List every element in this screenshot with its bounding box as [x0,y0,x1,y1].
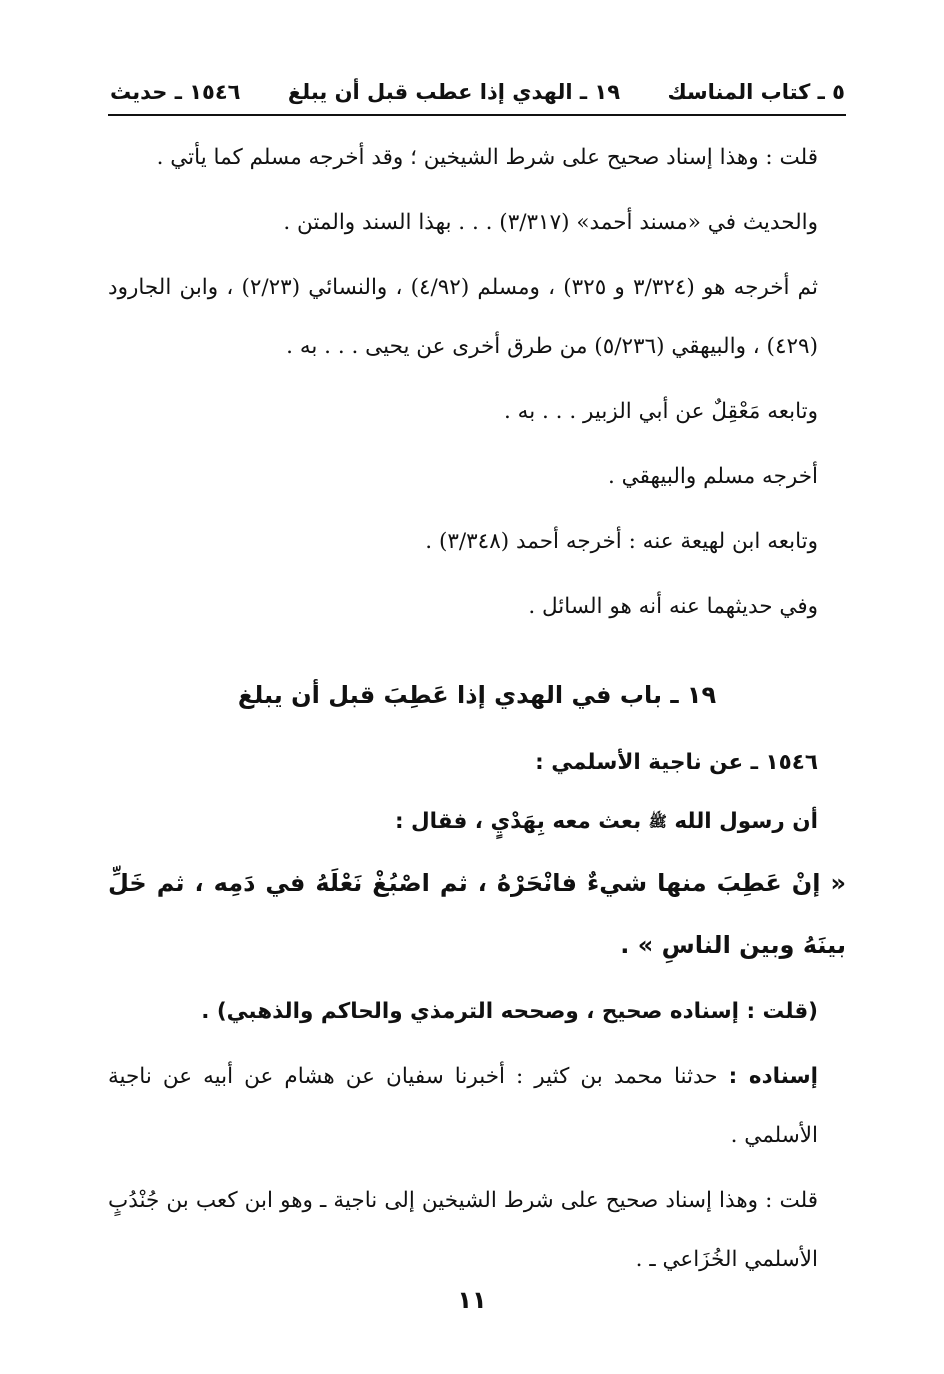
isnad-text: حدثنا محمد بن كثير : أخبرنا سفيان عن هشام عن أبيه عن ناجية الأسلمي . [108,1063,818,1148]
header-chapter-title: ١٩ ـ الهدي إذا عطب قبل أن يبلغ [287,80,621,104]
hadith-grading: (قلت : إسناده صحيح ، وصححه الترمذي والحاكم والذهبي) . [201,998,818,1024]
header-divider [108,114,846,116]
header-book-title: ٥ ـ كتاب المناسك [667,80,845,104]
header-hadith-ref: ١٥٤٦ ـ حديث [110,80,241,104]
paragraph-takhrij-muslim: أخرجه مسلم والبيهقي . [608,464,818,489]
hadith-intro-after: بعث معه بِهَدْيٍ ، فقال : [394,809,642,834]
hadith-number-line: ١٥٤٦ ـ عن ناجية الأسلمي : [535,750,818,775]
paragraph-note: قلت : وهذا إسناد صحيح على شرط الشيخين ؛ وقد أخرجه مسلم كما يأتي . [156,145,818,170]
final-note: قلت : وهذا إسناد صحيح على شرط الشيخين إلى ناجية ـ وهو ابن كعب بن جُنْدُبٍ الأسلمي الخُزَاعي ـ . [108,1187,818,1272]
isnad-label: إسناده : [728,1063,818,1089]
paragraph-mutaba-lahia: وتابعه ابن لهيعة عنه : أخرجه أحمد (٣/٣٤٨) . [425,529,818,554]
running-header [110,70,845,114]
paragraph-takhrij: ثم أخرجه هو (٣/٣٢٤ و ٣٢٥) ، ومسلم (٤/٩٢) ، والنسائي (٢/٢٣) ، وابن الجارود (٤٢٩) ، والبيهقي (٥/٢٣٦) من طرق أخرى عن يحيى . . . به . [108,275,818,359]
paragraph-musnad: والحديث في «مسند أحمد» (٣/٣١٧) . . . بهذا السند والمتن . [283,210,818,235]
hadith-text: « إنْ عَطِبَ منها شيءٌ فانْحَرْهُ ، ثم اصْبُغْ نَعْلَهُ في دَمِه ، ثم خَلِّ بينَهُ وبين الناسِ » . [108,868,846,959]
salutation-icon: ﷺ [648,812,667,831]
hadith-intro [108,792,846,852]
chapter-heading: ١٩ ـ باب في الهدي إذا عَطِبَ قبل أن يبلغ [237,681,717,709]
isnad-paragraph [108,1047,846,1165]
page-body [108,128,846,1289]
hadith-intro-before: أن رسول الله [674,809,818,834]
paragraph-sail: وفي حديثهما عنه أنه هو السائل . [528,594,818,619]
paragraph-mutaba-maqil: وتابعه مَعْقِلٌ عن أبي الزبير . . . به . [504,399,818,424]
page-number: ١١ [457,1286,487,1314]
